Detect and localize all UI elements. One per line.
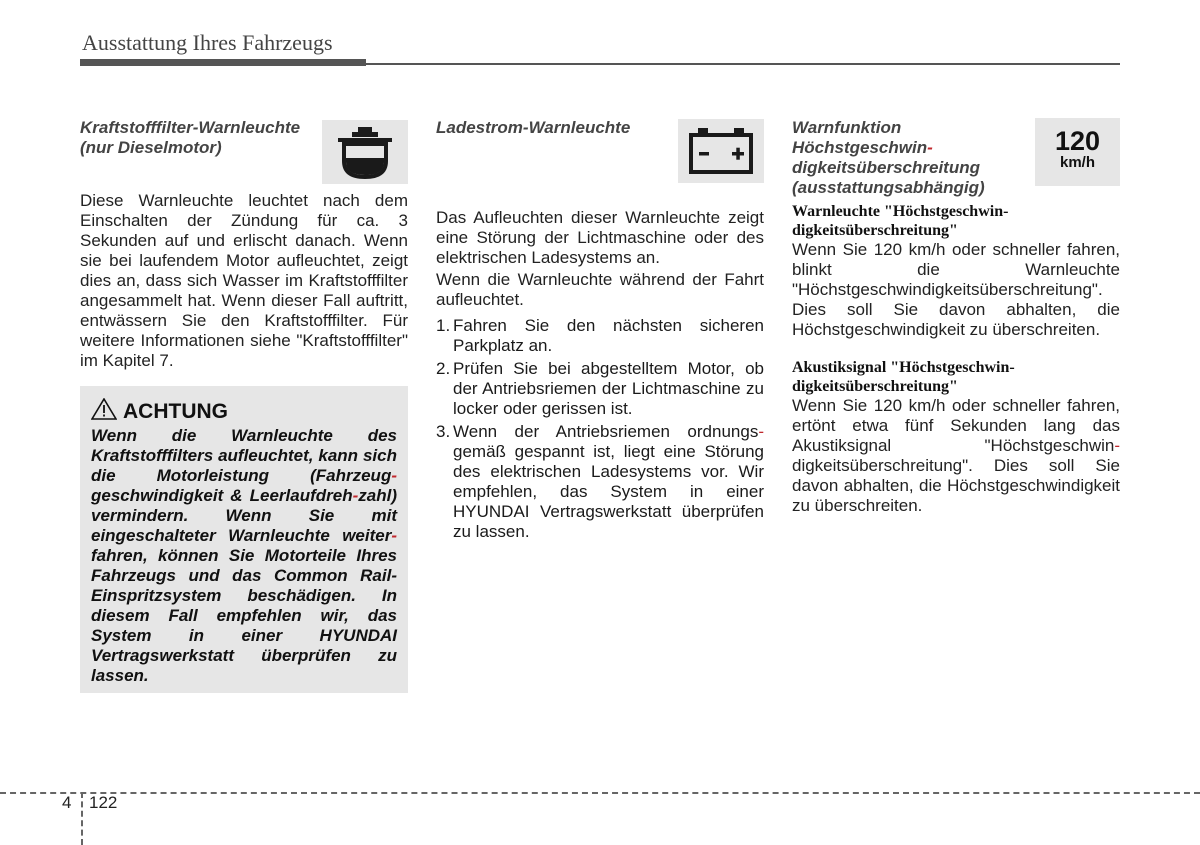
speed-value: 120 — [1054, 126, 1101, 156]
caution-title: ACHTUNG — [123, 399, 228, 423]
speed-light-subheading: Warnleuchte "Höchstgeschwin- digkeitsüberschreitung" — [792, 203, 1009, 239]
footer-divider — [0, 792, 1200, 794]
column-fuel-filter — [80, 118, 408, 371]
section-heading-fuel-filter: Kraftstofffilter-Warnleuchte (nur Dieselmotor) — [80, 118, 301, 157]
speed-sound-description: Wenn Sie 120 km/h oder schneller fahren, ertönt etwa fünf Sekunden lang das Akustiksignal "Höchstgeschwin-digkeitsüberschreitung". Dies soll Sie davon abhalten, die Höchstgeschwindigkeit zu überschreiten. — [792, 396, 1120, 515]
speed-sound-subheading: Akustiksignal "Höchstgeschwin- digkeitsüberschreitung" — [792, 359, 1015, 395]
section-heading-speed-warning: Warnfunktion Höchstgeschwin- digkeitsüberschreitung (ausstattungsabhängig) — [792, 118, 985, 197]
list-item: 2. Prüfen Sie bei abgestelltem Motor, ob der Antriebsriemen der Lichtmaschine zu locker oder gerissen ist. — [436, 359, 764, 418]
list-item: 3. Wenn der Antriebsriemen ordnungs-gemäß gespannt ist, liegt eine Störung des elektrischen Ladesystems vor. Wir empfehlen, das System in einer HYUNDAI Vertragswerkstatt überprüfen zu lassen. — [436, 422, 764, 541]
header-rule — [366, 63, 1120, 65]
caution-text: Wenn die Warnleuchte des Kraftstofffilters aufleuchtet, kann sich die Motorleistung (Fahrzeug-geschwindigkeit & Leerlaufdreh-zahl) vermindern. Wenn Sie mit eingeschalteter Warnleuchte weiter-fahren, können Sie Motorteile Ihres Fahrzeugs und das Common Rail-Einspritzsystem beschädigen. In diesem Fall empfehlen wir, das System in einer HYUNDAI Vertragswerkstatt überprüfen zu lassen. — [91, 426, 397, 685]
charging-description: Das Aufleuchten dieser Warnleuchte zeigt eine Störung der Lichtmaschine oder des elektrischen Ladesystems an. — [436, 208, 764, 267]
page-number: 122 — [89, 793, 118, 812]
speed-limit-icon — [1035, 118, 1120, 186]
caution-box — [80, 386, 408, 693]
fuel-filter-warning-icon — [322, 120, 408, 184]
battery-icon — [678, 119, 764, 183]
chapter-number: 4 — [62, 793, 72, 812]
footer-separator — [81, 792, 83, 845]
charging-driving-note: Wenn die Warnleuchte während der Fahrt aufleuchtet. — [436, 270, 764, 309]
column-charging — [436, 118, 764, 545]
charging-steps-list — [436, 316, 764, 542]
section-heading-charging: Ladestrom-Warnleuchte — [436, 118, 631, 137]
page-header-title: Ausstattung Ihres Fahrzeugs — [82, 30, 333, 55]
fuel-filter-description: Diese Warnleuchte leuchtet nach dem Einschalten der Zündung für ca. 3 Sekunden auf und erlischt danach. Wenn sie bei laufendem Motor aufleuchtet, zeigt dies an, dass sich Wasser im Kraftstofffilter angesammelt hat. Wenn dieser Fall auftritt, entwässern Sie den Kraftstofffilter. Für weitere Informationen siehe "Kraftstofffilter" im Kapitel 7. — [80, 191, 408, 370]
header-bar — [80, 59, 366, 66]
warning-triangle-icon — [91, 398, 117, 425]
list-item: 1. Fahren Sie den nächsten sicheren Parkplatz an. — [436, 316, 764, 355]
speed-light-description: Wenn Sie 120 km/h oder schneller fahren, blinkt die Warnleuchte "Höchstgeschwindigkeitsüberschreitung". Dies soll Sie davon abhalten, die Höchstgeschwindigkeit zu überschreiten. — [792, 240, 1120, 339]
speed-unit: km/h — [1059, 154, 1095, 171]
